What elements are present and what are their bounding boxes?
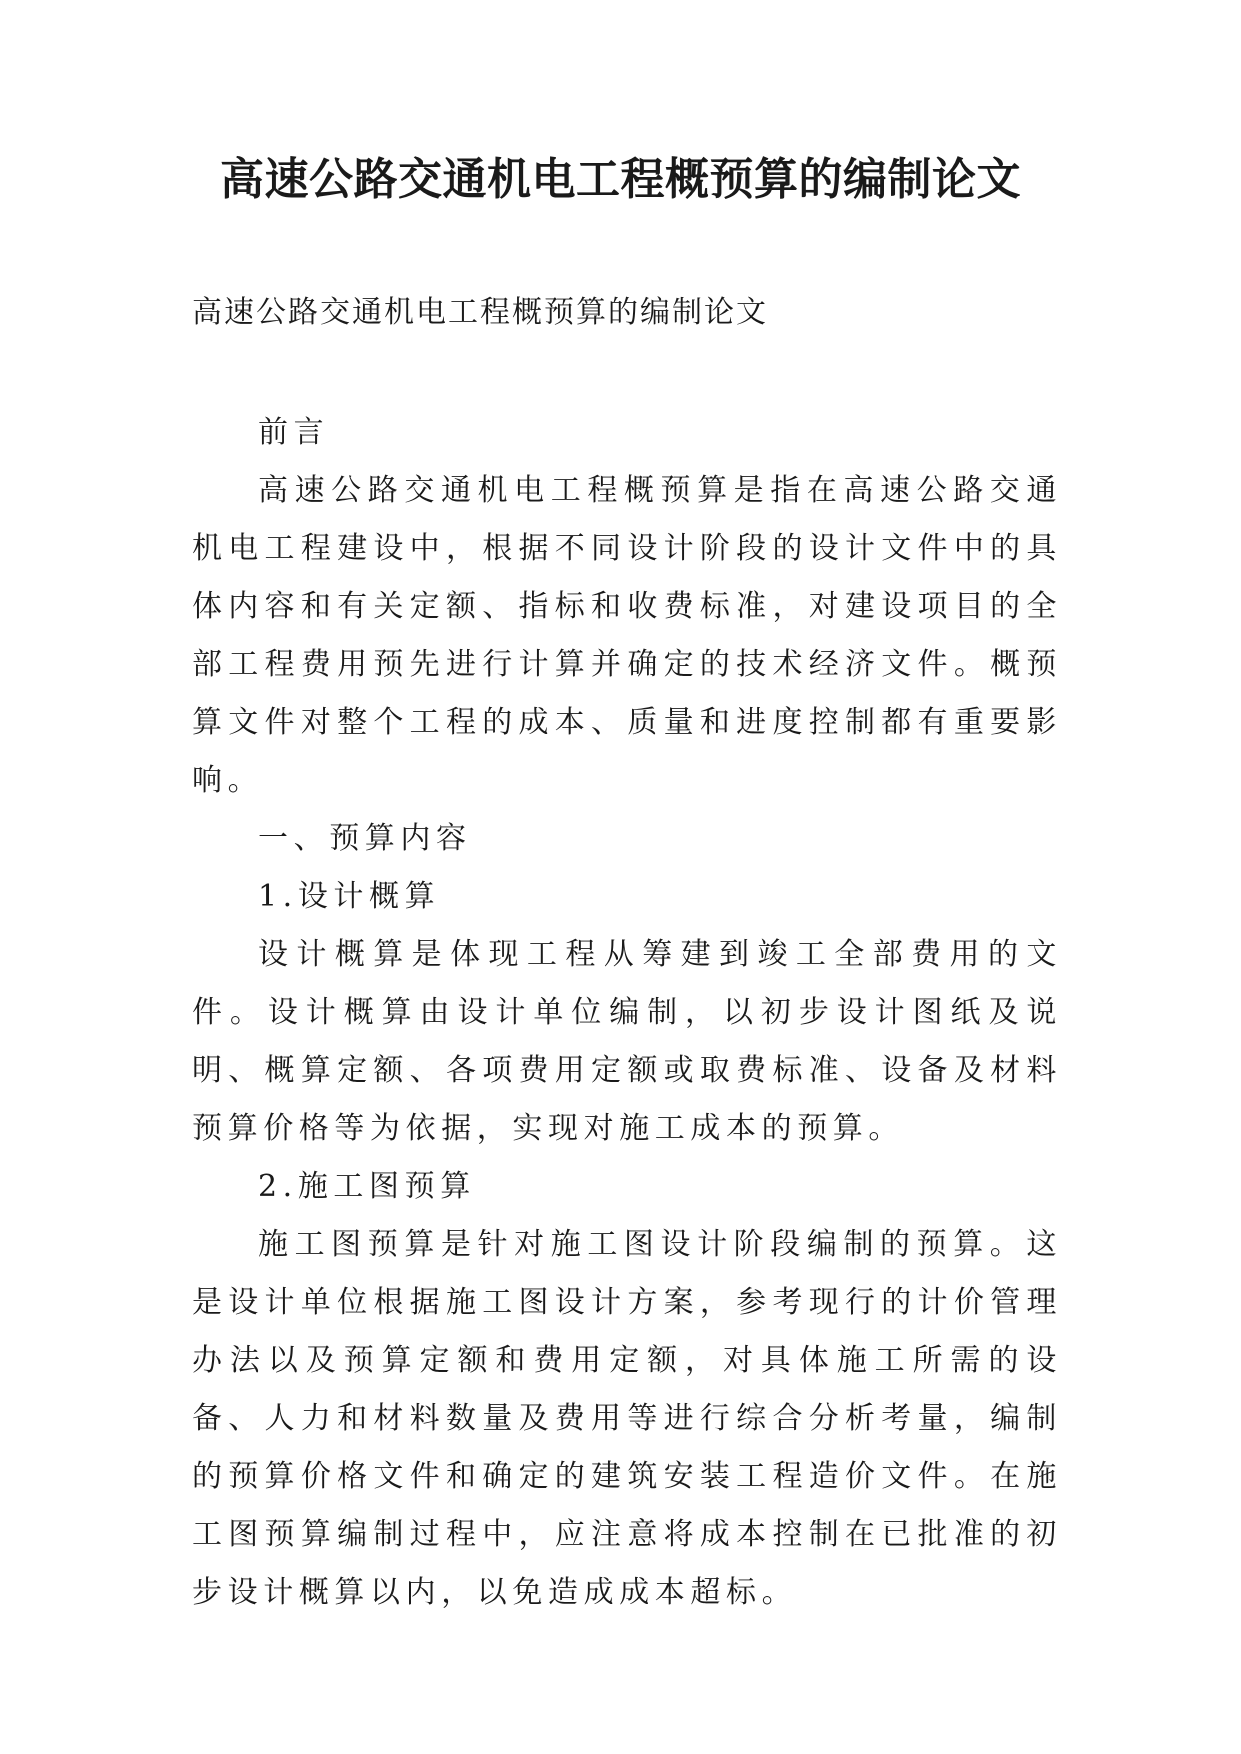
document-title: 高速公路交通机电工程概预算的编制论文 — [220, 154, 1021, 205]
paragraph-intro: 高速公路交通机电工程概预算是指在高速公路交通机电工程建设中，根据不同设计阶段的设计文件中的具体内容和有关定额、指标和收费标准，对建设项目的全部工程费用预先进行计算并确定的技术经济文件。概预算文件对整个工程的成本、质量和进度控制都有重要影响。 — [192, 473, 1062, 798]
paragraph-construction-budget: 施工图预算是针对施工图设计阶段编制的预算。这是设计单位根据施工图设计方案，参考现行的计价管理办法以及预算定额和费用定额，对具体施工所需的设备、人力和材料数量及费用等进行综合分析考量，编制的预算价格文件和确定的建筑安装工程造价文件。在施工图预算编制过程中，应注意将成本控制在已批准的初步设计概算以内，以免造成成本超标。 — [192, 1227, 1062, 1610]
document-body — [192, 404, 1062, 1622]
heading-design-estimate: 1.设计概算 — [258, 879, 441, 914]
heading-budget-content: 一、预算内容 — [258, 821, 472, 856]
heading-preface: 前言 — [258, 415, 330, 450]
paragraph-design-estimate: 设计概算是体现工程从筹建到竣工全部费用的文件。设计概算由设计单位编制，以初步设计图纸及说明、概算定额、各项费用定额或取费标准、设备及材料预算价格等为依据，实现对施工成本的预算。 — [192, 937, 1062, 1146]
document-subtitle: 高速公路交通机电工程概预算的编制论文 — [192, 295, 768, 330]
heading-construction-budget: 2.施工图预算 — [258, 1169, 476, 1204]
